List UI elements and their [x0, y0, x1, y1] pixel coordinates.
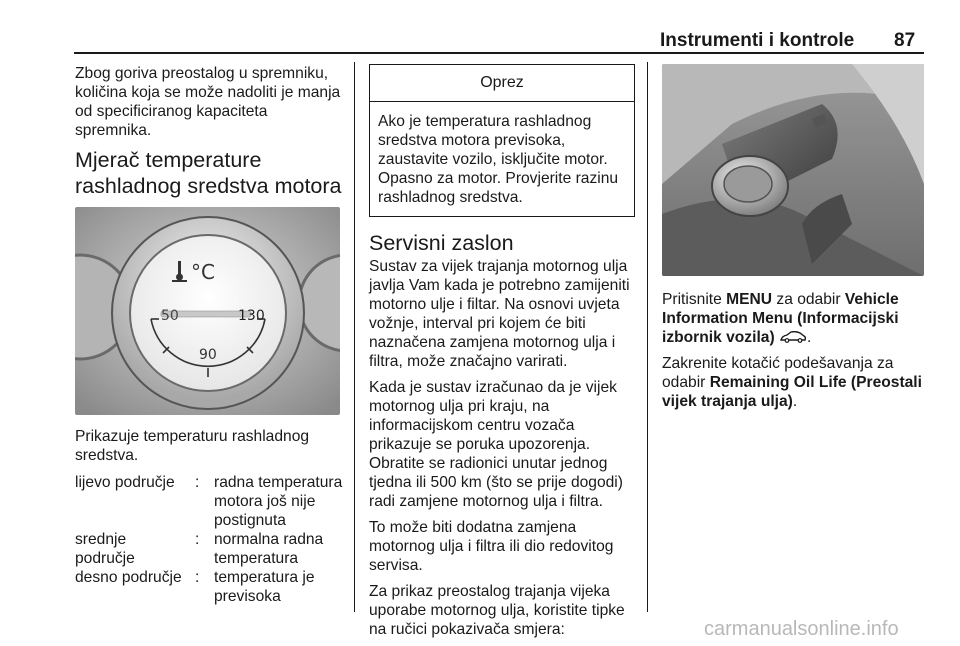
definition-sep: : [195, 569, 200, 586]
coolant-gauge-image [75, 207, 340, 415]
watermark: carmanualsonline.info [704, 618, 899, 640]
gauge-caption: Prikazuje temperaturu rashladnog sredstva. [75, 428, 310, 464]
menu-button-label: MENU [726, 291, 773, 308]
definition-row [75, 568, 343, 606]
header-title: Instrumenti i kontrole [660, 30, 855, 51]
definition-list [75, 473, 343, 606]
service-paragraph-2: Kada je sustav izračunao da je vijek motornog ulja pri kraju, na informacijskom centru vozača prikazuje se poruka upozorenja. Obratite se radionici unutar jednog tjedna ili 500 km (što se prije dogodi) radi zamjene motornog ulja i filtra. [369, 379, 623, 510]
column-divider-2 [647, 62, 648, 612]
definition-term: srednje područje [75, 531, 135, 567]
car-icon [779, 331, 807, 343]
definition-sep: : [195, 474, 200, 491]
service-paragraph-4: Za prikaz preostalog trajanja vijeka uporabe motornog ulja, koristite tipke na ručici pokazivača smjera: [369, 583, 625, 638]
service-paragraph-3: To može biti dodatna zamjena motornog ulja i filtra ili dio redovitog servisa. [369, 519, 614, 574]
oil-life-instruction: Zakrenite kotačić podešavanja za odabir Remaining Oil Life (Preostali vijek trajanja ulja). [662, 355, 922, 410]
definition-row [75, 473, 343, 530]
service-paragraph-1: Sustav za vijek trajanja motornog ulja javlja Vam kada je potrebno zamijeniti motorno ulje i filtar. Na osnovi uvjeta vožnje, interval pri kojem će biti naznačena zamjena motornog ulja i filtra, može značajno varirati. [369, 258, 630, 370]
column-right [662, 64, 924, 418]
caution-text: Ako je temperatura rashladnog sredstva motora previsoka, zaustavite vozilo, isključite motor. Opasno za motor. Provjerite razinu rashladnog sredstva. [378, 113, 619, 206]
heading-line-1: Mjerač temperature [75, 148, 262, 172]
column-left [75, 64, 343, 606]
menu-instruction: Pritisnite MENU za odabir Vehicle Information Menu (Informacijski izbornik vozila) . [662, 291, 899, 346]
gauge-label-low: 50 [161, 308, 179, 324]
definition-term: desno područje [75, 569, 182, 586]
turn-signal-lever-image [662, 64, 924, 276]
definition-term: lijevo područje [75, 474, 175, 491]
column-divider-1 [354, 62, 355, 612]
gauge-label-mid: 90 [199, 347, 217, 363]
gauge-label-high: 130 [238, 308, 265, 324]
column-middle [369, 64, 635, 646]
header-rule [74, 52, 924, 54]
definition-desc: temperatura je previsoka [214, 569, 315, 605]
section-heading-service: Servisni zaslon [369, 231, 514, 255]
definition-desc: normalna radna temperatura [214, 531, 324, 567]
gauge-unit-label: °C [191, 260, 215, 284]
intro-paragraph: Zbog goriva preostalog u spremniku, količina koja se može nadoliti je manja od specificiranog kapaciteta spremnika. [75, 65, 341, 139]
section-heading-coolant [75, 147, 343, 199]
definition-row [75, 530, 343, 568]
caution-box [369, 64, 635, 217]
heading-line-2: rashladnog sredstva motora [75, 174, 342, 198]
definition-sep: : [195, 531, 200, 548]
page-number: 87 [894, 30, 916, 51]
definition-desc: radna temperatura motora još nije postignuta [214, 474, 343, 529]
caution-title: Oprez [370, 65, 634, 102]
